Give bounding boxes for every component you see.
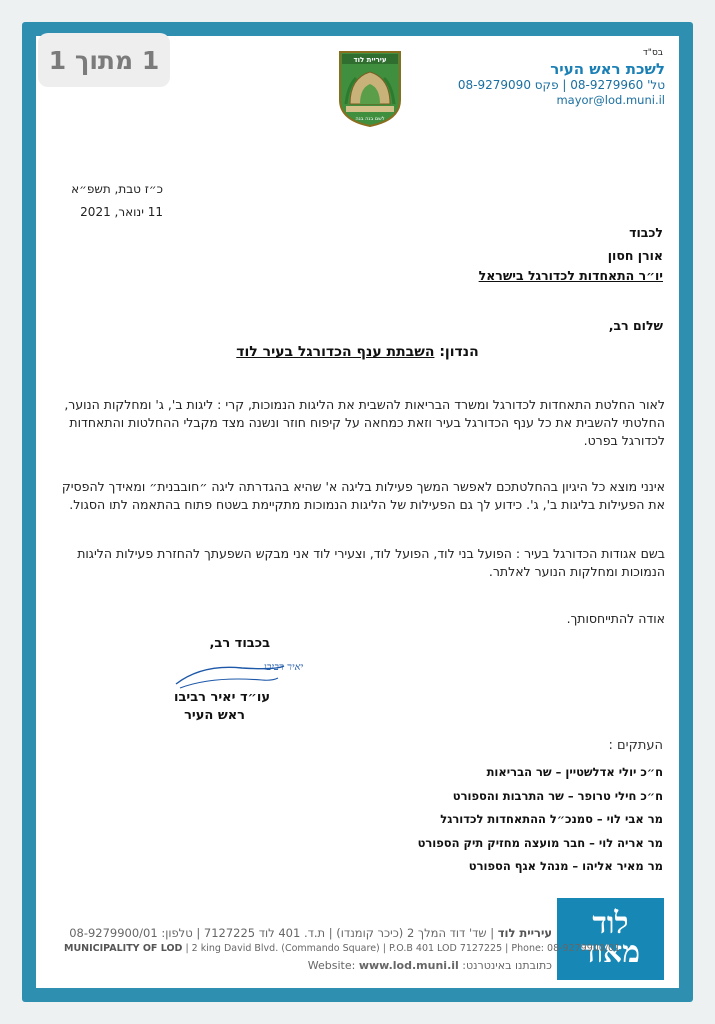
footer-website-link[interactable]: www.lod.muni.il [358,959,459,972]
handwritten-signature [172,658,304,692]
footer-address-english [64,943,621,954]
copy-recipient: ח״כ יולי אדלשטיין – שר הבריאות [486,765,663,779]
crest-bottom-text: לשם בנה בנה [355,116,385,122]
office-phone: טל' 08-9279960 | פקס 08-9279090 [457,78,665,92]
logo-line-2: מאוד [580,935,641,970]
closing-thanks: אודה להתייחסותך. [566,611,665,626]
footer-address-english-details: | 2 king David Blvd. (Commando Square) | P.O.B 401 LOD 7127225 | Phone: 08-9279900/01 [182,943,621,954]
footer-website-label: Website: [307,959,359,972]
page-count-badge: 1 מתוך 1 [38,33,170,87]
crest-top-text: עיריית לוד [353,56,387,64]
copy-recipient: ח״כ חילי טרופר – שר התרבות והספורט [452,789,663,803]
recipient-salutation: לכבוד [629,225,663,240]
lod-logo [557,898,664,980]
office-title: לשכת ראש העיר [550,60,665,78]
office-email-link[interactable]: mayor@lod.muni.il [556,93,665,107]
recipient-name: אורן חסון [607,248,663,263]
body-paragraph: לאור החלטת התאחדות לכדורגל ומשרד הבריאות להשבית את הליגות הנמוכות, קרי : ליגות ב', ג' ומחלקות הנוער, החלטתי להשבית את כל ענף הכדורגל בעיר וזאת כמחאה על קיפוח חוזר ונשנה מצד מקבלי ההחלטות והתאחדות לכדורגל בפרט. [64,397,665,448]
gregorian-date: 11 ינואר, 2021 [80,205,163,219]
subject-line [0,344,715,360]
footer-address-details: | שד' דוד המלך 2 (כיכר קומנדו) | ת.ד. 401 לוד 7127225 | טלפון: 08-9279900/01 [69,926,498,940]
body-paragraph: בשם אגודות הכדורגל בעיר : הפועל בני לוד, הפועל לוד, וצעירי לוד אני מבקש השפעתך להחזרת פעילות הליגות הנמוכות ומחלקות הנוער לאלתר. [77,546,665,579]
signatory-name: עו״ד יאיר רביבו [174,690,270,705]
footer-municipality-english: MUNICIPALITY OF LOD [64,943,183,954]
city-crest-icon [336,48,404,128]
footer-municipality-hebrew: עיריית לוד [497,926,552,940]
copy-recipient: מר אריה לוי – חבר מועצה מחזיק תיק הספורט [417,836,663,850]
body-paragraph: אינני מוצא כל היגיון בהחלטתכם לאפשר המשך פעילות בליגה א' שהיא בהגדרתה ליגה ״חובבנית״ ומאידך להפסיק את הפעילות בליגות ב', ג'. כידוע לך גם הפעילות של הליגות הנמוכות מתקיימת בשטח פתוח בהתאמה לתו הסגול. [61,479,665,512]
hebrew-date: כ״ז טבת, תשפ״א [71,182,163,196]
copy-recipient: מר אבי לוי – סמנכ״ל ההתאחדות לכדורגל [440,812,663,826]
footer-website [64,959,552,972]
regards: בכבוד רב, [209,636,270,651]
bsd-mark: בס"ד [642,48,663,58]
copy-recipient: מר מאיר אליהו – מנהל אגף הספורט [468,859,663,873]
signature-handwriting: יאיר רביבו [264,662,304,673]
footer-website-label-hebrew: כתובתנו באינטרנט: [458,959,552,972]
copies-title: העתקים : [608,738,663,753]
logo-line-1: לוד [592,906,629,941]
greeting: שלום רב, [608,318,663,333]
subject-label: הנדון: [439,344,479,360]
footer-address-hebrew [64,926,552,940]
subject-text: השבתת ענף הכדורגל בעיר לוד [236,344,435,360]
signatory-role: ראש העיר [184,708,245,723]
recipient-title: יו״ר התאחדות לכדורגל בישראל [478,268,663,283]
